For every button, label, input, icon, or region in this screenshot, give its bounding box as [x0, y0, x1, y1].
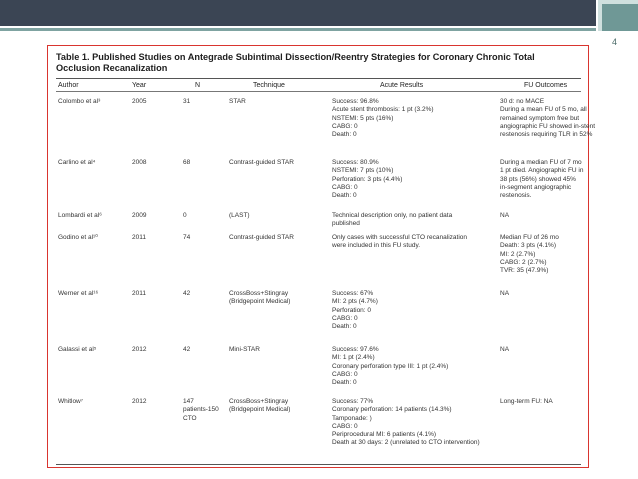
cell-line: angiographic FU showed in-stent	[500, 122, 596, 130]
cell-line: Contrast-guided STAR	[229, 234, 294, 241]
header-teal-line	[0, 28, 596, 31]
cell-line: Coronary perforation: 14 patients (14.3%)	[332, 406, 452, 414]
cell-line: Median FU of 26 mo	[500, 234, 559, 241]
cell-year: 2008	[132, 159, 147, 166]
cell-author: Werner et al¹⁶	[58, 290, 99, 297]
header-dark-bar	[0, 0, 596, 26]
cell-line: Success: 97.6%	[332, 346, 379, 353]
cell-line: Death: 0	[332, 379, 357, 387]
cell-line: Only cases with successful CTO recanalization	[332, 234, 467, 241]
cell-line: Success: 96.8%	[332, 98, 379, 105]
cell-acute-results	[332, 234, 467, 251]
cell-technique	[229, 398, 290, 415]
cell-acute-results	[332, 398, 480, 448]
cell-line: NSTEMI: 7 pts (10%)	[332, 167, 394, 175]
cell-line: Death: 3 pts (4.1%)	[500, 242, 556, 250]
cell-year: 2012	[132, 398, 147, 405]
header-author: Author	[58, 82, 79, 89]
cell-line: remained symptom free but	[500, 114, 580, 122]
cell-line: Coronary perforation type III: 1 pt (2.4%)	[332, 362, 449, 370]
cell-author: Lombardi et al⁶	[58, 212, 102, 219]
cell-line: Death: 0	[332, 323, 357, 331]
cell-line: Perforation: 3 pts (4.4%)	[332, 175, 403, 183]
cell-year: 2011	[132, 234, 146, 241]
cell-n	[183, 234, 190, 242]
cell-fu-outcomes	[500, 159, 583, 200]
cell-line: 42	[183, 346, 191, 353]
cell-n	[183, 346, 190, 354]
cell-line: NSTEMI: 5 pts (16%)	[332, 114, 394, 122]
cell-acute-results	[332, 98, 434, 139]
cell-line: STAR	[229, 98, 246, 105]
cell-author: Carlino et al⁴	[58, 159, 96, 166]
cell-line: Tamponade: )	[332, 414, 372, 422]
cell-technique	[229, 159, 294, 167]
cell-technique	[229, 346, 260, 354]
cell-technique	[229, 290, 290, 307]
cell-line: TVR: 35 (47.9%)	[500, 267, 549, 275]
cell-year: 2011	[132, 290, 146, 297]
slide-header-decoration	[0, 0, 638, 34]
cell-author: Colombo et al³	[58, 98, 101, 105]
cell-line: CABG: 0	[332, 370, 358, 378]
cell-fu-outcomes	[500, 398, 553, 406]
cell-n	[183, 290, 190, 298]
cell-author: Godino et al¹⁰	[58, 234, 98, 241]
cell-line: Periprocedural MI: 6 patients (4.1%)	[332, 431, 437, 439]
header-acute-results: Acute Results	[380, 82, 424, 89]
cell-fu-outcomes	[500, 234, 559, 275]
cell-line: 30 d: no MACE	[500, 98, 545, 105]
table-header-rule	[56, 91, 581, 92]
cell-line: 1 pt died. Angiographic FU in	[500, 167, 584, 175]
cell-line: Death at 30 days: 2 (unrelated to CTO intervention)	[332, 439, 480, 447]
cell-line: 147	[183, 398, 194, 405]
cell-n	[183, 159, 190, 167]
cell-line: were included in this FU study.	[332, 242, 421, 250]
cell-author: Whitlow⁷	[58, 398, 84, 405]
cell-technique	[229, 212, 250, 220]
cell-line: NA	[500, 212, 510, 219]
cell-line: 74	[183, 234, 191, 241]
cell-acute-results	[332, 346, 448, 387]
cell-line: Success: 77%	[332, 398, 374, 405]
cell-line: Acute stent thrombosis: 1 pt (3.2%)	[332, 106, 434, 114]
cell-line: 31	[183, 98, 191, 105]
cell-line: patients-150	[183, 406, 219, 414]
table-image-frame	[47, 45, 596, 468]
cell-line: in-segment angiographic	[500, 183, 572, 191]
cell-acute-results	[332, 212, 452, 229]
cell-line: CABG: 0	[332, 422, 358, 430]
cell-line: NA	[500, 290, 510, 297]
cell-line: During a median FU of 7 mo	[500, 159, 582, 166]
table-caption: Table 1. Published Studies on Antegrade Subintimal Dissection/Reentry Strategies for Coronary Chronic Total Occlusion Recanalization	[56, 52, 535, 73]
cell-n	[183, 212, 187, 220]
cell-line: 68	[183, 159, 191, 166]
cell-fu-outcomes	[500, 346, 509, 354]
cell-line: (Bridgepoint Medical)	[229, 298, 291, 306]
cell-line: CTO	[183, 414, 197, 422]
cell-line: restenosis requiring TLR in 52%	[500, 131, 593, 139]
cell-year: 2012	[132, 346, 147, 353]
cell-acute-results	[332, 159, 402, 200]
cell-line: CrossBoss+Stingray	[229, 290, 289, 297]
cell-year: 2005	[132, 98, 147, 105]
cell-line: During a mean FU of 5 mo, all	[500, 106, 587, 114]
header-accent-inner-block	[602, 4, 638, 31]
cell-line: 42	[183, 290, 191, 297]
cell-line: MI: 2 pts (4.7%)	[332, 298, 378, 306]
header-fu-outcomes: FU Outcomes	[524, 82, 568, 89]
cell-line: CrossBoss+Stingray	[229, 398, 289, 405]
cell-n	[183, 98, 190, 106]
cell-line: 38 pts (56%) showed 45%	[500, 175, 576, 183]
header-n: N	[195, 82, 201, 89]
cell-technique	[229, 98, 246, 106]
cell-line: CABG: 0	[332, 314, 358, 322]
cell-line: CABG: 0	[332, 122, 358, 130]
cell-line: published	[332, 220, 360, 228]
cell-line: Death: 0	[332, 131, 357, 139]
cell-n	[183, 398, 219, 423]
cell-line: restenosis.	[500, 192, 532, 200]
cell-line: CABG: 2 (2.7%)	[500, 258, 547, 266]
cell-fu-outcomes	[500, 290, 509, 298]
cell-line: Long-term FU: NA	[500, 398, 553, 405]
cell-line: CABG: 0	[332, 183, 358, 191]
cell-line: Contrast-guided STAR	[229, 159, 294, 166]
cell-line: Success: 80.9%	[332, 159, 379, 166]
cell-line: (Bridgepoint Medical)	[229, 406, 291, 414]
cell-line: Death: 0	[332, 192, 357, 200]
cell-line: Mini-STAR	[229, 346, 260, 353]
header-technique: Technique	[253, 82, 285, 89]
slide-number: 4	[612, 37, 618, 47]
cell-acute-results	[332, 290, 378, 331]
cell-line: MI: 2 (2.7%)	[500, 250, 536, 258]
table-top-rule	[56, 78, 581, 79]
cell-line: 0	[183, 212, 187, 219]
cell-line: Technical description only, no patient data	[332, 212, 453, 219]
cell-year: 2009	[132, 212, 147, 219]
cell-line: MI: 1 pt (2.4%)	[332, 354, 375, 362]
cell-line: Success: 67%	[332, 290, 374, 297]
cell-line: (LAST)	[229, 212, 250, 219]
cell-technique	[229, 234, 294, 242]
cell-fu-outcomes	[500, 212, 509, 220]
cell-author: Galassi et al⁵	[58, 346, 97, 353]
table-bottom-rule	[56, 464, 581, 465]
cell-line: NA	[500, 346, 510, 353]
cell-fu-outcomes	[500, 98, 595, 139]
cell-line: Perforation: 0	[332, 306, 372, 314]
header-year: Year	[132, 82, 147, 89]
